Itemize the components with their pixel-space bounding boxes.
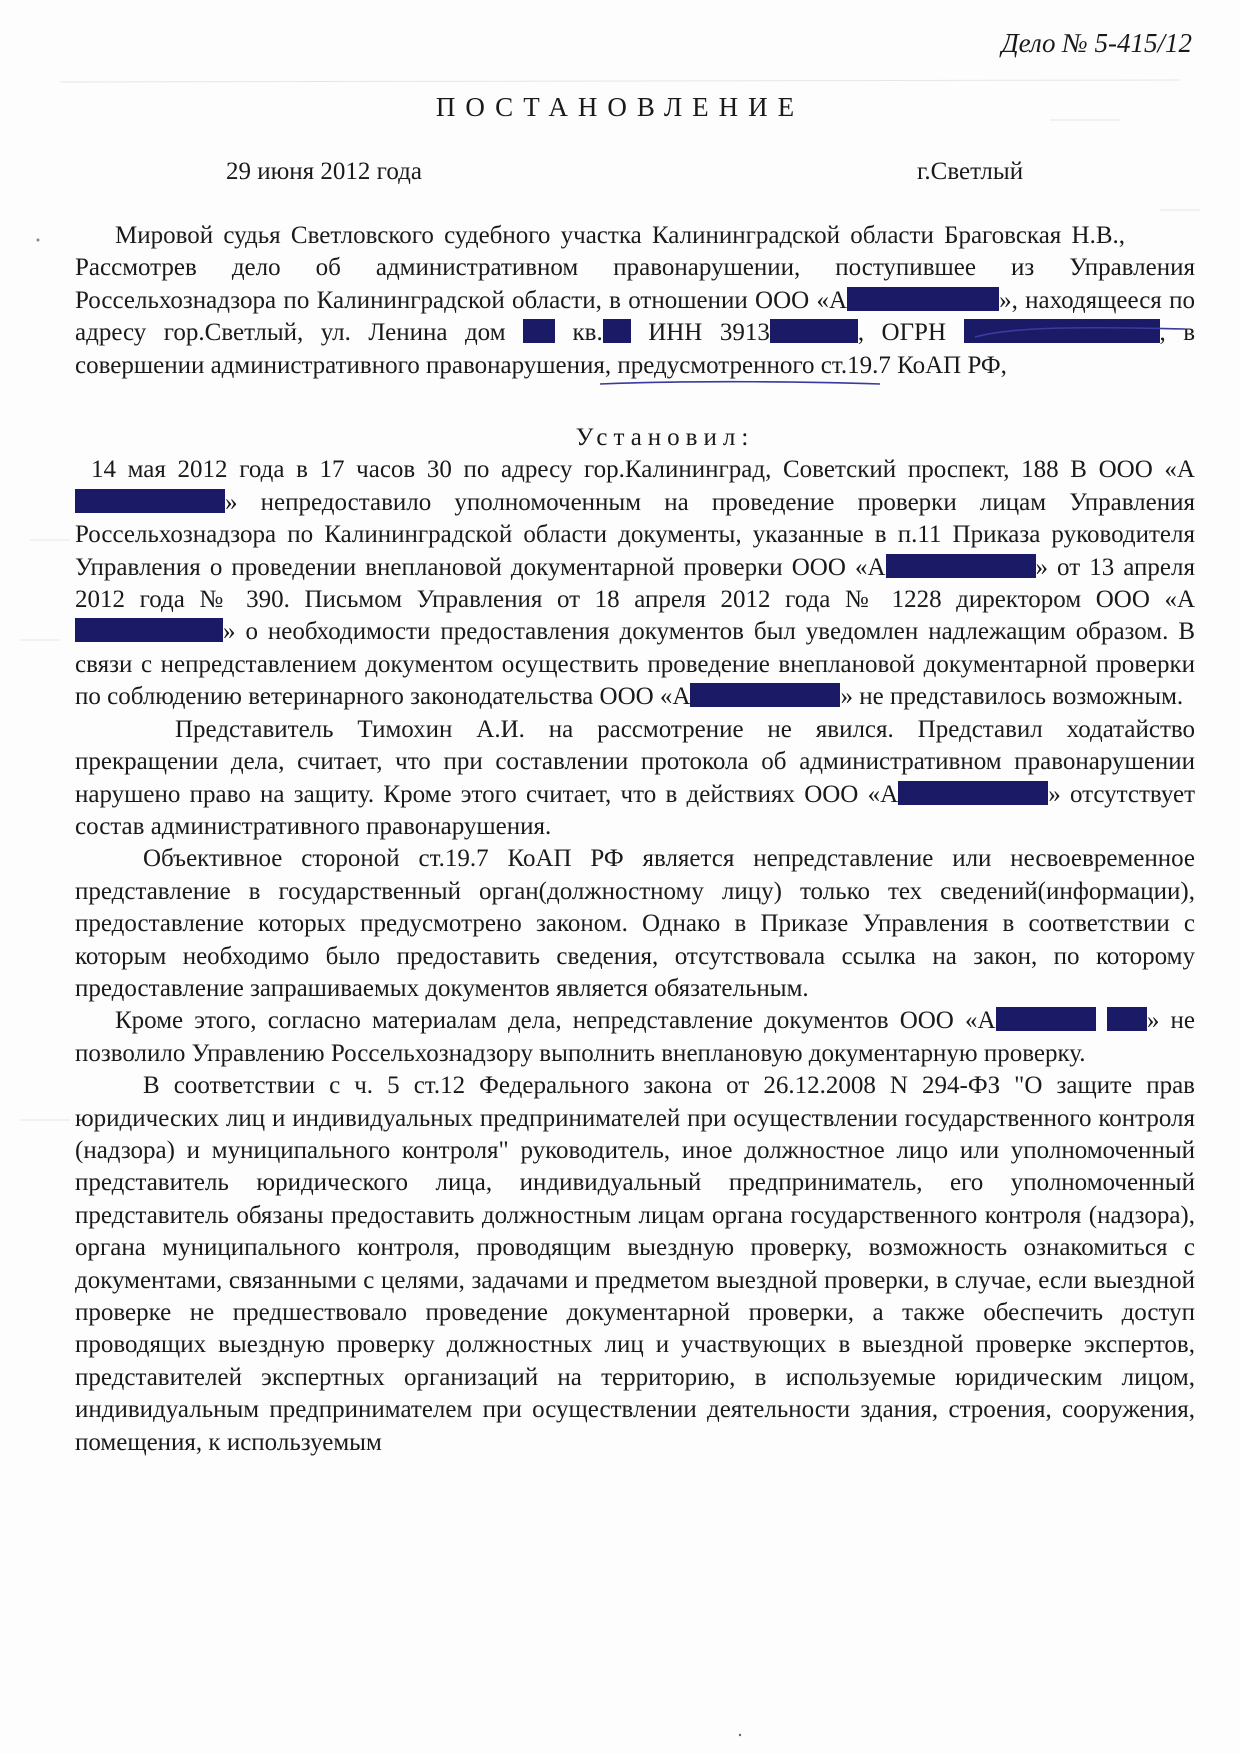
document-place: г.Светлый: [917, 158, 1024, 185]
redaction-block: [847, 287, 999, 311]
redaction-block: [690, 683, 840, 707]
redaction-block: [75, 489, 225, 513]
redaction-block: [996, 1007, 1096, 1031]
judge-line: Мировой судья Светловского судебного участка Калининградской области Браговская Н.В.,: [115, 222, 1126, 249]
document-date: 29 июня 2012 года: [226, 158, 422, 185]
considered-paragraph: Рассмотрев дело об административном правонарушении, поступившее из Управления Россельхознадзора по Калининградской области, в отношении ООО «А », находящееся по адресу гор.Светлый, ул. Ленина дом кв. ИНН 3913 , ОГРН , в совершении административного правонарушения, предусмотренного ст.19.7 КоАП РФ,: [75, 254, 1196, 379]
document-body: [75, 220, 1195, 1459]
paragraph-2: Представитель Тимохин А.И. на рассмотрение не явился. Представил ходатайство прекращении дела, считает, что при составлении протокола об административном правонарушении нарушено право на защиту. Кроме этого считает, что в действиях ООО «А » отсутствует состав административного правонарушения.: [75, 715, 1196, 840]
intro-section: [75, 220, 1195, 382]
redaction-block: [770, 319, 858, 343]
redaction-block: [898, 781, 1048, 805]
redaction-block: [1107, 1007, 1147, 1031]
paragraph-1: 14 мая 2012 года в 17 часов 30 по адресу гор.Калининград, Советский проспект, 188 В ООО «А» непредоставило уполномоченным на проведение проверки лицам Управления Россельхознадзора по Калининградской области документы, указанные в п.11 Приказа руководителя Управления о проведении внеплановой документарной проверки ООО «А » от 13 апреля 2012 года № 390. Письмом Управления от 18 апреля 2012 года № 1228 директором ООО «А» о необходимости предоставления документов был уведомлен надлежащим образом. В связи с непредставлением документом осуществить проведение внеплановой документарной проверки по соблюдению ветеринарного законодательства ООО «А » не представилось возможным.: [75, 456, 1195, 711]
section-heading: Установил:: [575, 424, 755, 452]
redaction-block: [75, 618, 223, 642]
redaction-block: [886, 554, 1036, 578]
redaction-block: [523, 319, 555, 343]
paragraph-4: Кроме этого, согласно материалам дела, непредставление документов ООО «А » не позволило Управлению Россельхознадзору выполнить внеплановую документарную проверку.: [75, 1007, 1195, 1067]
redaction-block: [603, 319, 631, 343]
document-title: ПОСТАНОВЛЕНИЕ: [435, 92, 805, 122]
paragraph-5: В соответствии с ч. 5 ст.12 Федерального закона от 26.12.2008 N 294-ФЗ "О защите прав юридических лиц и индивидуальных предпринимателей при осуществлении государственного контроля (надзора) и муниципального контроля" руководитель, иное должностное лицо или уполномоченный представитель юридического лица, индивидуальный предприниматель, его уполномоченный представитель обязаны предоставить должностным лицам органа государственного контроля (надзора), органа муниципального контроля, проводящим выездную проверку, возможность ознакомиться с документами, связанными с целями, задачами и предметом выездной проверки, в случае, если выездной проверке не предшествовало проведение документарной проверки, а также обеспечить доступ проводящих выездную проверку должностных лиц и участвующих в выездной проверке экспертов, представителей экспертных организаций на территорию, в используемые юридическим лицом, индивидуальным предпринимателем при осуществлении деятельности здания, строения, сооружения, помещения, к используемым: [75, 1072, 1195, 1456]
paragraph-3: Объективное стороной ст.19.7 КоАП РФ является непредставление или несвоевременное представление в государственный орган(должностному лицу) только тех сведений(информации), предоставление которых предусмотрено законом. Однако в Приказе Управления в соответствии с которым необходимо было предоставить сведения, отсутствовала ссылка на закон, по которому предоставление запрашиваемых документов является обязательным.: [75, 845, 1195, 1002]
redaction-block: [964, 319, 1160, 343]
case-number: Дело № 5-415/12: [1001, 28, 1192, 58]
